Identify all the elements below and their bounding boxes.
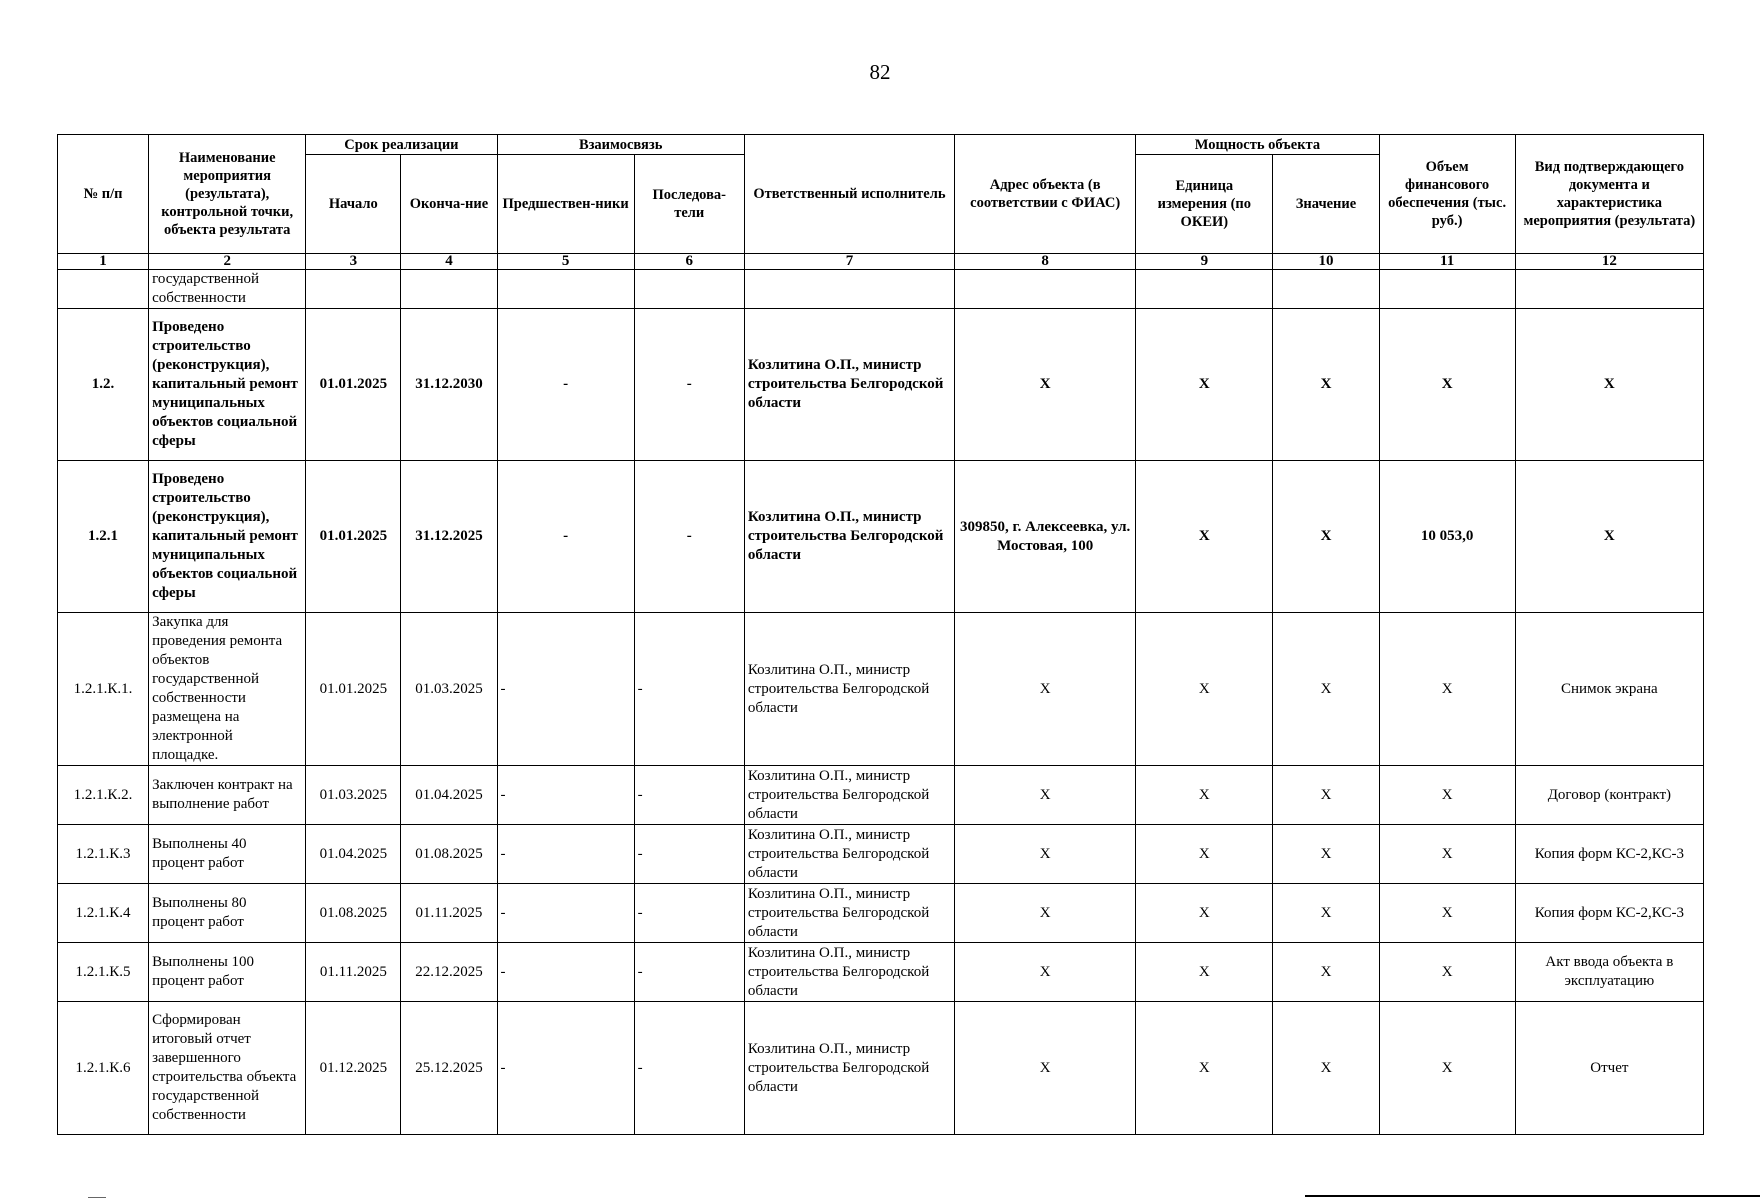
scan-artifact-line	[88, 1197, 106, 1198]
column-number: 1	[58, 254, 149, 270]
header-address: Адрес объекта (в соответствии с ФИАС)	[955, 135, 1136, 254]
cell-unit: X	[1136, 1002, 1273, 1135]
cell-no: 1.2.	[58, 309, 149, 461]
column-number: 12	[1515, 254, 1703, 270]
cell-predecessors: -	[497, 825, 634, 884]
cell-name: Сформирован итоговый отчет завершенного строительства объекта государственной собственности	[149, 1002, 306, 1135]
cell-no: 1.2.1.К.6	[58, 1002, 149, 1135]
cell-address: X	[955, 884, 1136, 943]
cell-responsible: Козлитина О.П., министр строительства Белгородской области	[744, 309, 954, 461]
cell-unit: X	[1136, 825, 1273, 884]
column-number: 7	[744, 254, 954, 270]
cell-start: 01.12.2025	[306, 1002, 401, 1135]
cell-financing: X	[1379, 1002, 1515, 1135]
cell-document: Акт ввода объекта в эксплуатацию	[1515, 943, 1703, 1002]
table-row	[58, 309, 1704, 461]
cell-value: X	[1273, 884, 1379, 943]
cell-start: 01.01.2025	[306, 613, 401, 766]
cell-end: 25.12.2025	[401, 1002, 497, 1135]
cell-name: Выполнены 40 процент работ	[149, 825, 306, 884]
header-responsible: Ответственный исполнитель	[744, 135, 954, 254]
cell-start: 01.01.2025	[306, 309, 401, 461]
table-row	[58, 943, 1704, 1002]
header-unit: Единица измерения (по ОКЕИ)	[1136, 155, 1273, 254]
column-number: 2	[149, 254, 306, 270]
cell-responsible: Козлитина О.П., министр строительства Белгородской области	[744, 461, 954, 613]
cell-predecessors: -	[497, 766, 634, 825]
cell-financing: X	[1379, 943, 1515, 1002]
cell-document: Отчет	[1515, 1002, 1703, 1135]
cell-address: X	[955, 766, 1136, 825]
header-period: Срок реализации	[306, 135, 497, 155]
header-successors: Последова-тели	[634, 155, 744, 254]
cell-end: 22.12.2025	[401, 943, 497, 1002]
header-predecessors: Предшествен-ники	[497, 155, 634, 254]
cell-responsible: Козлитина О.П., министр строительства Белгородской области	[744, 943, 954, 1002]
column-number: 8	[955, 254, 1136, 270]
cell-predecessors	[497, 270, 634, 309]
cell-no: 1.2.1	[58, 461, 149, 613]
cell-financing: X	[1379, 766, 1515, 825]
cell-no: 1.2.1.К.2.	[58, 766, 149, 825]
column-number: 11	[1379, 254, 1515, 270]
cell-responsible: Козлитина О.П., министр строительства Белгородской области	[744, 766, 954, 825]
cell-unit: X	[1136, 766, 1273, 825]
cell-document: Копия форм КС-2,КС-3	[1515, 884, 1703, 943]
cell-no: 1.2.1.К.4	[58, 884, 149, 943]
cell-start: 01.04.2025	[306, 825, 401, 884]
cell-document	[1515, 270, 1703, 309]
cell-responsible	[744, 270, 954, 309]
cell-end: 01.03.2025	[401, 613, 497, 766]
project-plan-table	[57, 134, 1704, 1135]
cell-value: X	[1273, 766, 1379, 825]
cell-financing	[1379, 270, 1515, 309]
cell-financing: X	[1379, 825, 1515, 884]
cell-start: 01.08.2025	[306, 884, 401, 943]
header-no: № п/п	[58, 135, 149, 254]
column-number: 3	[306, 254, 401, 270]
table-row	[58, 613, 1704, 766]
cell-successors: -	[634, 766, 744, 825]
cell-predecessors: -	[497, 1002, 634, 1135]
cell-successors: -	[634, 309, 744, 461]
cell-unit	[1136, 270, 1273, 309]
cell-document: Копия форм КС-2,КС-3	[1515, 825, 1703, 884]
cell-end: 01.04.2025	[401, 766, 497, 825]
cell-financing: X	[1379, 884, 1515, 943]
cell-value: X	[1273, 825, 1379, 884]
table-row	[58, 825, 1704, 884]
table-row	[58, 766, 1704, 825]
cell-end: 31.12.2025	[401, 461, 497, 613]
cell-successors: -	[634, 613, 744, 766]
cell-no: 1.2.1.К.5	[58, 943, 149, 1002]
table-row	[58, 461, 1704, 613]
cell-address: X	[955, 613, 1136, 766]
cell-start	[306, 270, 401, 309]
cell-end: 31.12.2030	[401, 309, 497, 461]
cell-successors: -	[634, 825, 744, 884]
cell-successors	[634, 270, 744, 309]
cell-financing: X	[1379, 613, 1515, 766]
cell-unit: X	[1136, 461, 1273, 613]
column-number: 5	[497, 254, 634, 270]
cell-value: X	[1273, 613, 1379, 766]
cell-document: Снимок экрана	[1515, 613, 1703, 766]
cell-predecessors: -	[497, 943, 634, 1002]
cell-name: Выполнены 100 процент работ	[149, 943, 306, 1002]
cell-document: X	[1515, 461, 1703, 613]
header-document: Вид подтверждающего документа и характеристика мероприятия (результата)	[1515, 135, 1703, 254]
header-end: Оконча-ние	[401, 155, 497, 254]
page-number: 82	[869, 60, 891, 84]
cell-name: Проведено строительство (реконструкция), капитальный ремонт муниципальных объектов социальной сферы	[149, 461, 306, 613]
cell-end: 01.11.2025	[401, 884, 497, 943]
cell-no	[58, 270, 149, 309]
cell-name: Закупка для проведения ремонта объектов государственной собственности размещена на электронной площадке.	[149, 613, 306, 766]
cell-value: X	[1273, 309, 1379, 461]
cell-unit: X	[1136, 613, 1273, 766]
cell-name: Выполнены 80 процент работ	[149, 884, 306, 943]
cell-value	[1273, 270, 1379, 309]
cell-start: 01.03.2025	[306, 766, 401, 825]
cell-address	[955, 270, 1136, 309]
cell-predecessors: -	[497, 309, 634, 461]
cell-name: государственной собственности	[149, 270, 306, 309]
cell-address: X	[955, 1002, 1136, 1135]
cell-successors: -	[634, 943, 744, 1002]
table-row	[58, 270, 1704, 309]
header-capacity: Мощность объекта	[1136, 135, 1379, 155]
cell-no: 1.2.1.К.3	[58, 825, 149, 884]
cell-responsible: Козлитина О.П., министр строительства Белгородской области	[744, 613, 954, 766]
header-start: Начало	[306, 155, 401, 254]
cell-name: Проведено строительство (реконструкция), капитальный ремонт муниципальных объектов социальной сферы	[149, 309, 306, 461]
cell-name: Заключен контракт на выполнение работ	[149, 766, 306, 825]
cell-responsible: Козлитина О.П., министр строительства Белгородской области	[744, 1002, 954, 1135]
cell-predecessors: -	[497, 461, 634, 613]
cell-start: 01.01.2025	[306, 461, 401, 613]
cell-responsible: Козлитина О.П., министр строительства Белгородской области	[744, 825, 954, 884]
cell-document: X	[1515, 309, 1703, 461]
cell-address: X	[955, 825, 1136, 884]
cell-end: 01.08.2025	[401, 825, 497, 884]
header-links: Взаимосвязь	[497, 135, 744, 155]
cell-value: X	[1273, 1002, 1379, 1135]
cell-successors: -	[634, 461, 744, 613]
footer-rule	[1305, 1195, 1760, 1197]
header-value: Значение	[1273, 155, 1379, 254]
cell-unit: X	[1136, 884, 1273, 943]
column-number-row	[58, 254, 1704, 270]
cell-end	[401, 270, 497, 309]
cell-document: Договор (контракт)	[1515, 766, 1703, 825]
column-number: 9	[1136, 254, 1273, 270]
cell-successors: -	[634, 1002, 744, 1135]
header-financing: Объем финансового обеспечения (тыс. руб.)	[1379, 135, 1515, 254]
cell-value: X	[1273, 461, 1379, 613]
column-number: 10	[1273, 254, 1379, 270]
table-row	[58, 884, 1704, 943]
cell-no: 1.2.1.К.1.	[58, 613, 149, 766]
cell-address: X	[955, 309, 1136, 461]
cell-unit: X	[1136, 309, 1273, 461]
table-row	[58, 1002, 1704, 1135]
cell-successors: -	[634, 884, 744, 943]
column-number: 4	[401, 254, 497, 270]
column-number: 6	[634, 254, 744, 270]
cell-unit: X	[1136, 943, 1273, 1002]
header-name: Наименование мероприятия (результата), контрольной точки, объекта результата	[149, 135, 306, 254]
cell-address: X	[955, 943, 1136, 1002]
cell-value: X	[1273, 943, 1379, 1002]
cell-financing: 10 053,0	[1379, 461, 1515, 613]
cell-address: 309850, г. Алексеевка, ул. Мостовая, 100	[955, 461, 1136, 613]
cell-predecessors: -	[497, 884, 634, 943]
cell-responsible: Козлитина О.П., министр строительства Белгородской области	[744, 884, 954, 943]
cell-predecessors: -	[497, 613, 634, 766]
cell-financing: X	[1379, 309, 1515, 461]
cell-start: 01.11.2025	[306, 943, 401, 1002]
